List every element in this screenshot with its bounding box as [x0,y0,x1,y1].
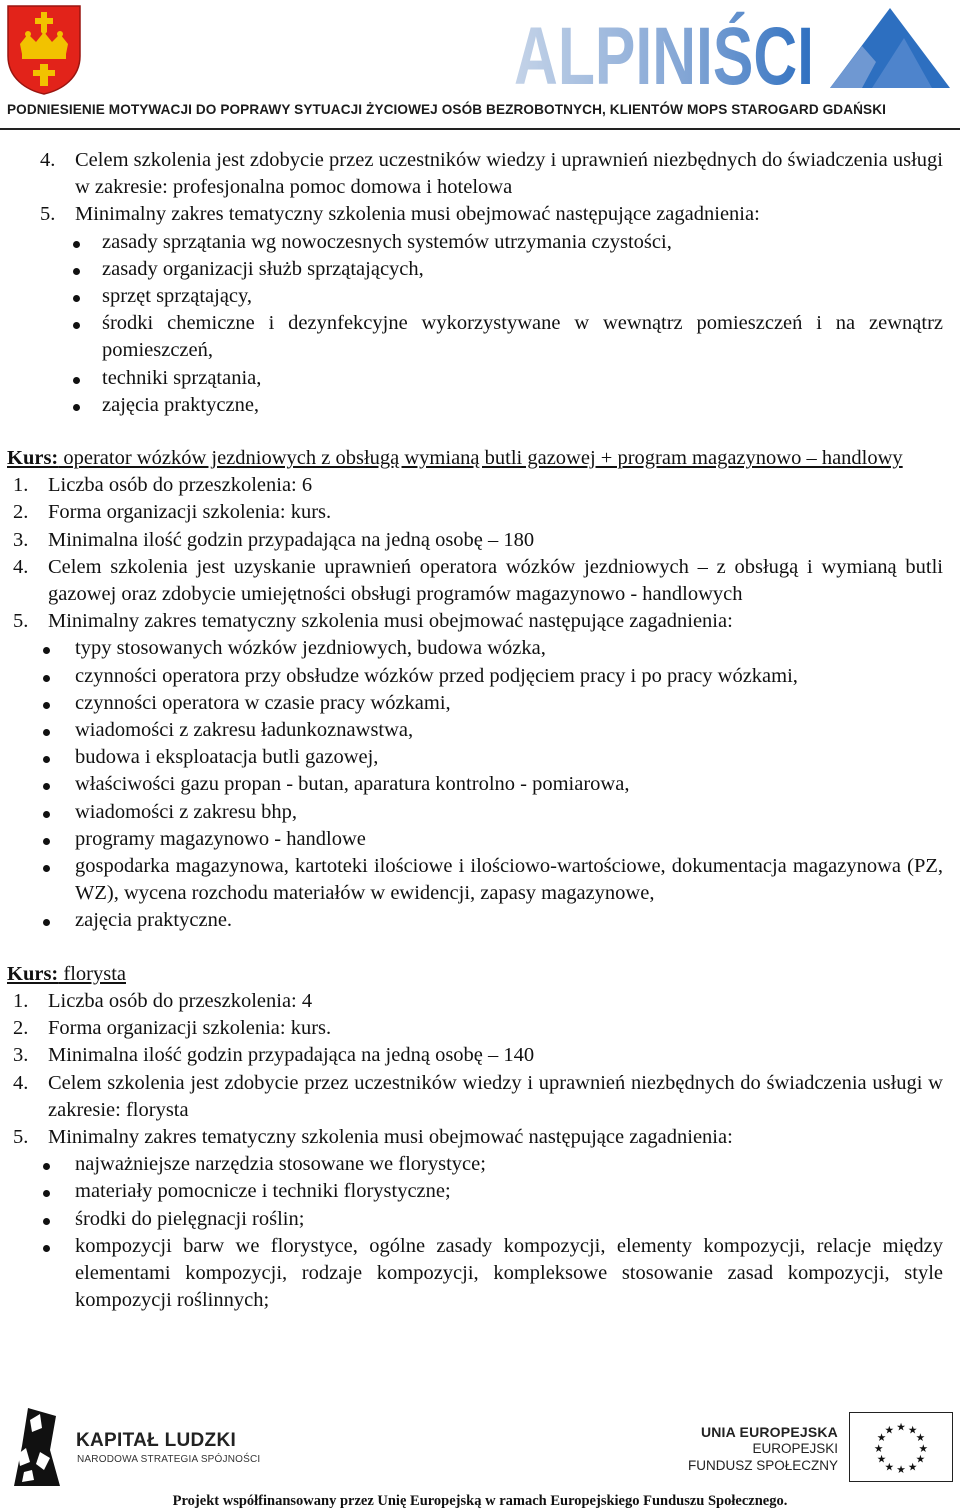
bullet-item: programy magazynowo - handlowe [7,826,943,853]
bullet-item: typy stosowanych wózków jezdniowych, budowa wózka, [7,635,943,662]
svg-text:★: ★ [873,1441,884,1455]
list-item: 4. Celem szkolenia jest zdobycie przez uczestników wiedzy i uprawnień niezbędnych do świadczenia usługi w zakresie: profesjonalna pomoc domowa i hotelowa [40,149,943,199]
eu-flag-icon [849,1412,953,1482]
course-section [7,445,943,935]
list-item: 4. Celem szkolenia jest uzyskanie uprawnień operatora wózków jezdniowych – z obsługą i wymianą butli gazowej oraz zdobycie umiejętności obsługi programów magazynowo - handlowych [13,555,943,606]
list-item: 2. Forma organizacji szkolenia: kurs. [13,501,332,524]
svg-text:★: ★ [918,1441,929,1455]
course-title: Kurs: florysta [7,962,126,985]
topics-list [7,635,943,934]
document-body [7,147,943,1314]
bullet-item: materiały pomocnicze i techniki florystyczne; [7,1178,943,1205]
topics-list [7,1151,943,1314]
list-item: 4. Celem szkolenia jest zdobycie przez uczestników wiedzy i uprawnień niezbędnych do świadczenia usługi w zakresie: florysta [13,1071,943,1121]
bullet-item: techniki sprzątania, [7,365,943,392]
list-item: 5. Minimalny zakres tematyczny szkolenia musi obejmować następujące zagadnienia: [13,610,733,633]
bullet-item: środki chemiczne i dezynfekcyjne wykorzystywane w wewnątrz pomieszczeń i na zewnątrz pomieszczeń, [7,310,943,364]
list-item: 1. Liczba osób do przeszkolenia: 4 [13,989,313,1012]
header-divider [0,128,960,130]
svg-text:★: ★ [896,1420,906,1434]
svg-text:★: ★ [907,1460,918,1474]
svg-text:★: ★ [876,1452,887,1466]
svg-text:ALPINIŚCI: ALPINIŚCI [514,11,814,90]
list-item: 5. Minimalny zakres tematyczny szkolenia musi obejmować następujące zagadnienia: [40,203,760,226]
svg-text:★: ★ [915,1452,926,1466]
bullet-item: najważniejsze narzędzia stosowane we florystyce; [7,1151,943,1178]
svg-text:★: ★ [896,1463,906,1477]
bullet-item: kompozycji barw we florystyce, ogólne zasady kompozycji, elementy kompozycji, relacje między elementami kompozycji, rodzaje kompozycji, kompleksowe stosowanie zasad kompozycji, style kompozycji roślinnych; [7,1233,943,1315]
list-item: 3. Minimalna ilość godzin przypadająca na jedną osobę – 140 [13,1044,535,1067]
svg-text:★: ★ [884,1423,895,1437]
bullet-item: zajęcia praktyczne, [7,392,943,419]
eu-fund-label: UNIA EUROPEJSKA EUROPEJSKI FUNDUSZ SPOŁECZNY [687,1424,838,1473]
list-item: 1. Liczba osób do przeszkolenia: 6 [13,474,313,497]
bullet-item: czynności operatora w czasie pracy wózkami, [7,690,943,717]
bullet-item: wiadomości z zakresu bhp, [7,799,943,826]
bullet-item: zajęcia praktyczne. [7,907,943,934]
bullet-item: środki do pielęgnacji roślin; [7,1206,943,1233]
bullet-item: gospodarka magazynowa, kartoteki ilościowe i ilościowo-wartościowe, dokumentacja magazynowa (PZ, WZ), wycena rozchodu materiałów w ewidencji, zapasy magazynowe, [7,853,943,907]
kapital-ludzki-title: KAPITAŁ LUDZKI [76,1430,237,1451]
topics-list [7,229,943,419]
bullet-item: czynności operatora przy obsłudze wózków przed podjęciem pracy i po pracy wózkami, [7,663,943,690]
bullet-item: zasady sprzątania wg nowoczesnych systemów utrzymania czystości, [7,229,943,256]
cofinancing-note: Projekt współfinansowany przez Unię Europejską w ramach Europejskiego Funduszu Społecznego. [172,1493,788,1509]
alpinisci-logo [512,2,952,90]
svg-text:★: ★ [907,1423,918,1437]
bullet-item: wiadomości z zakresu ładunkoznawstwa, [7,717,943,744]
bullet-item: właściwości gazu propan - butan, aparatura kontrolno - pomiarowa, [7,771,943,798]
course-section [7,961,943,1315]
project-tagline: PODNIESIENIE MOTYWACJI DO POPRAWY SYTUACJI ŻYCIOWEJ OSÓB BEZROBOTNYCH, KLIENTÓW MOPS STAROGARD GDAŃSKI [7,102,887,117]
bullet-item: budowa i eksploatacja butli gazowej, [7,744,943,771]
svg-text:★: ★ [884,1460,895,1474]
bullet-item: zasady organizacji służb sprzątających, [7,256,943,283]
page-footer [0,1400,960,1512]
page-header [0,0,960,130]
list-item: 2. Forma organizacji szkolenia: kurs. [13,1017,332,1040]
coat-of-arms-icon [6,4,82,96]
kapital-ludzki-icon [10,1406,62,1488]
svg-text:★: ★ [915,1431,926,1445]
course-title: Kurs: operator wózków jezdniowych z obsługą wymianą butli gazowej + program magazynowo – handlowy [7,447,903,470]
bullet-item: sprzęt sprzątający, [7,283,943,310]
svg-text:★: ★ [876,1431,887,1445]
list-item: 5. Minimalny zakres tematyczny szkolenia musi obejmować następujące zagadnienia: [13,1125,733,1148]
kapital-ludzki-subtitle: NARODOWA STRATEGIA SPÓJNOŚCI [77,1454,261,1465]
list-item: 3. Minimalna ilość godzin przypadająca na jedną osobę – 180 [13,528,535,551]
